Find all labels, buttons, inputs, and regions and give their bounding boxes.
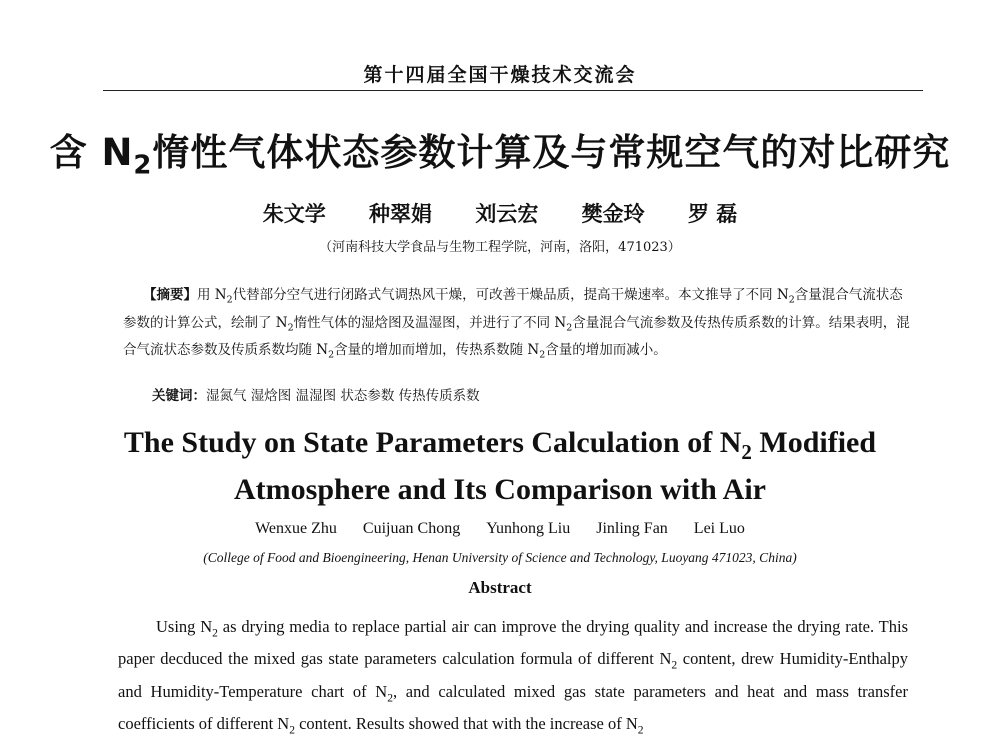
cn-abs-text: 含量的增加而减小。 (545, 342, 667, 359)
abstract-heading: Abstract (468, 578, 532, 597)
chinese-authors (0, 198, 1000, 228)
en-abs-sub: 2 (289, 724, 295, 737)
cn-author: 樊金玲 (581, 202, 645, 226)
cn-abs-sub: 2 (328, 350, 335, 362)
en-author: Lei Luo (693, 520, 745, 537)
header-rule (103, 90, 923, 91)
cn-author: 朱文学 (262, 202, 326, 226)
en-abs-text: content. Results showed that with the increase of N (294, 713, 638, 733)
chinese-abstract (123, 284, 913, 367)
en-title-line2: Atmosphere and Its Comparison with Air (234, 473, 766, 506)
chinese-keywords (152, 384, 480, 404)
english-affiliation: (College of Food and Bioengineering, Henan University of Science and Technology, Luoyang 471023, China) (203, 550, 797, 565)
chinese-title (0, 122, 1000, 180)
english-authors (0, 520, 1000, 538)
en-abs-sub: 2 (387, 691, 393, 704)
cn-abs-sub: 2 (566, 322, 573, 334)
en-author: Jinling Fan (596, 520, 668, 537)
cn-abs-text: 含量混合气流状态参数的计算公式，绘制了 N (123, 287, 903, 331)
cn-author: 罗 磊 (687, 202, 738, 226)
keywords-label: 关键词： (152, 388, 206, 404)
en-author: Yunhong Liu (486, 520, 571, 537)
en-abs-text: as drying media to replace partial air can improve the drying quality and increase the drying rate. This paper decduced the mixed gas state parameters calculation formula of different N (118, 617, 908, 669)
english-title (0, 424, 1000, 509)
en-abs-sub: 2 (637, 724, 644, 737)
cn-abs-text: 代替部分空气进行闭路式气调热风干燥，可改善干燥品质，提高干燥速率。本文推导了不同 N (232, 287, 789, 303)
en-author: Cuijuan Chong (362, 520, 461, 537)
en-abs-text: content, drew Humidity-Enthalpy and Humidity-Temperature chart of N (118, 649, 909, 701)
en-author: Wenxue Zhu (255, 520, 337, 537)
cn-title-pre: 含 N (49, 131, 134, 174)
cn-abs-sub: 2 (287, 322, 294, 334)
cn-abs-text: 含量的增加而增加，传热系数随 N (334, 342, 540, 359)
en-title-post: Modified (751, 426, 877, 459)
chinese-affiliation: （河南科技大学食品与生物工程学院，河南，洛阳，471023） (319, 240, 681, 255)
cn-author: 种翠娟 (369, 202, 433, 226)
en-abs-text: , and calculated mixed gas state parameters and heat and mass transfer coefficients of different N (118, 681, 908, 733)
cn-abs-sub: 2 (226, 294, 233, 306)
en-abs-sub: 2 (671, 659, 678, 672)
conference-header: 第十四届全国干燥技术交流会 (363, 64, 637, 86)
en-abs-text: Using N (156, 617, 213, 636)
en-title-pre: The Study on State Parameters Calculation of N (123, 426, 742, 459)
cn-abs-text: 含量混合气流参数及传热传质系数的计算。结果表明，混合气流状态参数及传质系数均随 N (123, 314, 910, 359)
cn-abstract-label: 【摘要】 (143, 287, 197, 303)
cn-author: 刘云宏 (475, 202, 539, 226)
cn-abs-sub: 2 (788, 294, 795, 306)
en-title-sub: 2 (741, 440, 752, 464)
cn-abs-text: 惰性气体的湿焓图及温湿图，并进行了不同 N (293, 314, 567, 331)
cn-abs-text: 用 N (197, 287, 227, 303)
en-abs-sub: 2 (212, 627, 218, 640)
english-abstract (118, 614, 908, 743)
cn-abs-sub: 2 (539, 350, 546, 362)
cn-title-sub: 2 (133, 150, 153, 181)
cn-title-post: 惰性气体状态参数计算及与常规空气的对比研究 (152, 131, 951, 174)
keywords-text: 湿氮气 湿焓图 温湿图 状态参数 传热传质系数 (206, 388, 480, 404)
